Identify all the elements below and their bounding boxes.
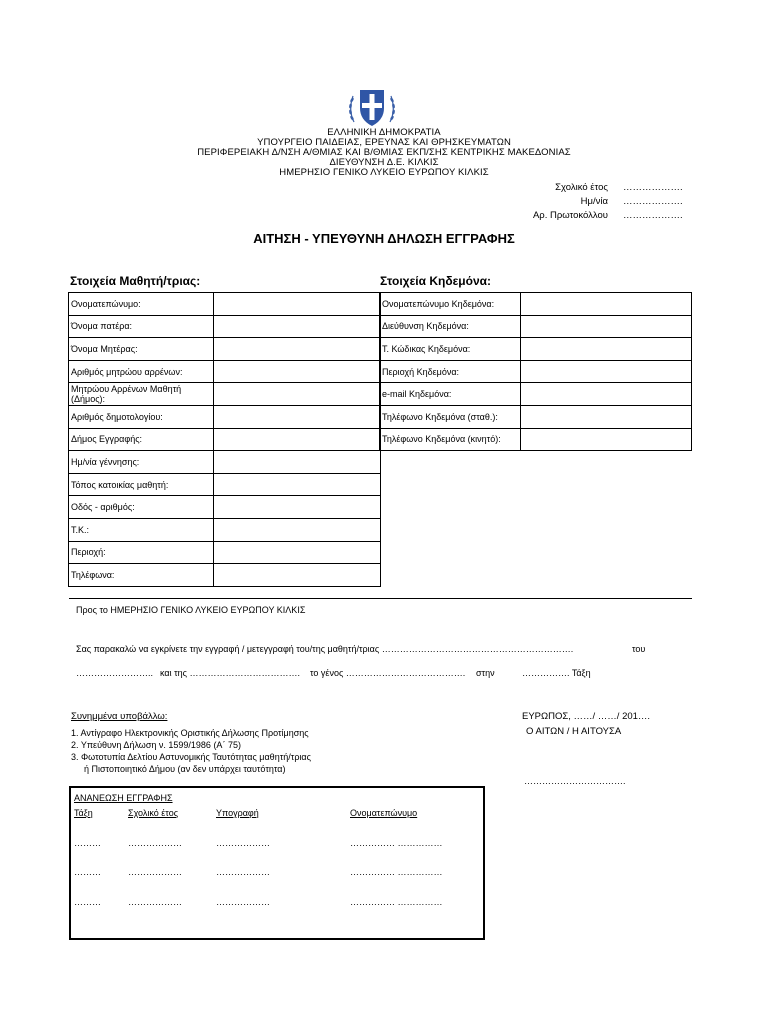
addressee-line: Προς το ΗΜΕΡΗΣΙΟ ΓΕΝΙΚΟ ΛΥΚΕΙΟ ΕΥΡΩΠΟΥ ΚΙΛΚΙΣ [76, 605, 306, 615]
renewal-signature-blank[interactable]: ……………… [216, 867, 270, 877]
phones-field[interactable] [214, 564, 381, 587]
guardian-mobile-label: Τηλέφωνο Κηδεμόνα (κινητό): [380, 428, 521, 451]
protocol-number-value: ………………. [623, 210, 683, 221]
table-row [69, 315, 381, 338]
municipal-registry-number-field[interactable] [214, 405, 381, 428]
table-row [69, 541, 381, 564]
postal-code-label: Τ.Κ.: [69, 518, 214, 541]
municipal-registry-number-label: Αριθμός δημοτολογίου: [69, 405, 214, 428]
class-prefix: στην [476, 668, 495, 678]
registration-municipality-label: Δήμος Εγγραφής: [69, 428, 214, 451]
guardian-mobile-field[interactable] [521, 428, 692, 451]
student-fullname-field[interactable] [214, 293, 381, 316]
guardian-details-table [379, 292, 692, 451]
area-field[interactable] [214, 541, 381, 564]
protocol-number-label: Αρ. Πρωτοκόλλου [532, 210, 608, 221]
table-row [380, 338, 692, 361]
table-row [380, 405, 692, 428]
renewal-fullname-blank[interactable]: …………… …………… [350, 897, 443, 907]
student-details-table [68, 292, 381, 587]
table-row [69, 360, 381, 383]
header-line-country: ΕΛΛΗΝΙΚΗ ΔΗΜΟΚΡΑΤΙΑ [327, 127, 441, 138]
street-number-field[interactable] [214, 496, 381, 519]
guardian-area-label: Περιοχή Κηδεμόνα: [380, 360, 521, 383]
street-number-label: Οδός - αριθμός: [69, 496, 214, 519]
birth-date-field[interactable] [214, 451, 381, 474]
guardian-landline-field[interactable] [521, 405, 692, 428]
date-value: ………………. [623, 196, 683, 207]
document-title: ΑΙΤΗΣΗ - ΥΠΕΥΘΥΝΗ ΔΗΛΩΣΗ ΕΓΓΡΑΦΗΣ [253, 231, 515, 246]
date-label: Ημ/νία [580, 196, 608, 207]
section-divider [69, 598, 692, 599]
request-text-end: του [632, 644, 646, 654]
guardian-area-field[interactable] [521, 360, 692, 383]
place-date-line: ΕΥΡΩΠΟΣ, ……/ ……/ 201…. [522, 711, 651, 722]
school-year-value: ………………. [623, 182, 683, 193]
renewal-class-blank[interactable]: ……… [74, 867, 101, 877]
applicant-label: Ο ΑΙΤΩΝ / Η ΑΙΤΟΥΣΑ [526, 726, 622, 737]
student-fullname-label: Ονοματεπώνυμο: [69, 293, 214, 316]
mother-name-label: Όνομα Μητέρας: [69, 338, 214, 361]
registration-municipality-field[interactable] [214, 428, 381, 451]
attachment-item: 3. Φωτοτυπία Δελτίου Αστυνομικής Ταυτότητας μαθητή/τριας [71, 752, 311, 762]
male-registry-number-label: Αριθμός μητρώου αρρένων: [69, 360, 214, 383]
renewal-col-signature: Υπογραφή [216, 808, 259, 818]
table-row [69, 564, 381, 587]
table-row [69, 518, 381, 541]
request-text: Σας παρακαλώ να εγκρίνετε την εγγραφή / μετεγγραφή του/της μαθητή/τριας ………………………………………………………. [76, 644, 574, 654]
header-line-region: ΠΕΡΙΦΕΡΕΙΑΚΗ Δ/ΝΣΗ Α/ΘΜΙΑΣ ΚΑΙ Β/ΘΜΙΑΣ ΕΚΠ/ΣΗΣ ΚΕΝΤΡΙΚΗΣ ΜΑΚΕΔΟΝΙΑΣ [197, 147, 571, 158]
renewal-year-blank[interactable]: ……………… [128, 867, 182, 877]
mother-name-field[interactable] [214, 338, 381, 361]
renewal-col-class: Τάξη [74, 808, 93, 818]
header-line-directorate: ΔΙΕΥΘΥΝΣΗ Δ.Ε. ΚΙΛΚΙΣ [329, 157, 439, 168]
phones-label: Τηλέφωνα: [69, 564, 214, 587]
guardian-section-heading: Στοιχεία Κηδεμόνα: [380, 274, 492, 288]
renewal-class-blank[interactable]: ……… [74, 838, 101, 848]
attachment-item: 2. Υπεύθυνη Δήλωση ν. 1599/1986 (Α΄ 75) [71, 740, 241, 750]
mother-fill-line: και της ………………………………. [160, 668, 300, 678]
guardian-postal-code-label: Τ. Κώδικας Κηδεμόνα: [380, 338, 521, 361]
guardian-email-field[interactable] [521, 383, 692, 406]
attachment-item: ή Πιστοποιητικό Δήμου (αν δεν υπάρχει ταυτότητα) [84, 764, 286, 774]
table-row [380, 293, 692, 316]
renewal-col-school-year: Σχολικό έτος [128, 808, 179, 818]
male-registry-municipality-label: Μητρώου Αρρένων Μαθητή (Δήμος): [69, 383, 214, 406]
renewal-col-fullname: Ονοματεπώνυμο [350, 808, 418, 818]
guardian-fullname-field[interactable] [521, 293, 692, 316]
school-year-label: Σχολικό έτος [555, 182, 608, 193]
guardian-fullname-label: Ονοματεπώνυμο Κηδεμόνα: [380, 293, 521, 316]
renewal-class-blank[interactable]: ……… [74, 897, 101, 907]
table-row [69, 473, 381, 496]
table-row [69, 451, 381, 474]
header-line-school: ΗΜΕΡΗΣΙΟ ΓΕΝΙΚΟ ΛΥΚΕΙΟ ΕΥΡΩΠΟΥ ΚΙΛΚΙΣ [279, 167, 489, 178]
father-name-label: Όνομα πατέρα: [69, 315, 214, 338]
residence-place-label: Τόπος κατοικίας μαθητή: [69, 473, 214, 496]
guardian-landline-label: Τηλέφωνο Κηδεμόνα (σταθ.): [380, 405, 521, 428]
table-row [69, 383, 381, 406]
residence-place-field[interactable] [214, 473, 381, 496]
maiden-name-fill-line: το γένος …………………………………. [310, 668, 466, 678]
guardian-postal-code-field[interactable] [521, 338, 692, 361]
father-name-field[interactable] [214, 315, 381, 338]
guardian-address-field[interactable] [521, 315, 692, 338]
renewal-fullname-blank[interactable]: …………… …………… [350, 867, 443, 877]
attachments-heading: Συνημμένα υποβάλλω: [71, 711, 168, 722]
renewal-heading: ΑΝΑΝΕΩΣΗ ΕΓΓΡΑΦΗΣ [74, 793, 173, 803]
renewal-year-blank[interactable]: ……………… [128, 897, 182, 907]
signature-line: ……………………………. [524, 776, 626, 786]
father-fill-line: …………………….. [76, 668, 154, 678]
male-registry-municipality-field[interactable] [214, 383, 381, 406]
male-registry-number-field[interactable] [214, 360, 381, 383]
header-line-ministry: ΥΠΟΥΡΓΕΙΟ ΠΑΙΔΕΙΑΣ, ΕΡΕΥΝΑΣ ΚΑΙ ΘΡΗΣΚΕΥΜΑΤΩΝ [257, 137, 511, 148]
renewal-signature-blank[interactable]: ……………… [216, 897, 270, 907]
guardian-email-label: e-mail Κηδεμόνα: [380, 383, 521, 406]
attachment-item: 1. Αντίγραφο Ηλεκτρονικής Οριστικής Δήλωσης Προτίμησης [71, 728, 309, 738]
table-row [69, 405, 381, 428]
birth-date-label: Ημ/νία γέννησης: [69, 451, 214, 474]
greek-emblem-logo [344, 86, 400, 130]
table-row [380, 315, 692, 338]
area-label: Περιοχή: [69, 541, 214, 564]
student-section-heading: Στοιχεία Μαθητή/τριας: [70, 274, 201, 288]
renewal-signature-blank[interactable]: ……………… [216, 838, 270, 848]
table-row [380, 383, 692, 406]
table-row [69, 428, 381, 451]
postal-code-field[interactable] [214, 518, 381, 541]
guardian-address-label: Διεύθυνση Κηδεμόνα: [380, 315, 521, 338]
table-row [380, 360, 692, 383]
table-row [69, 496, 381, 519]
class-fill-line: ……………. Τάξη [522, 668, 591, 678]
renewal-year-blank[interactable]: ……………… [128, 838, 182, 848]
table-row [69, 293, 381, 316]
table-row [380, 428, 692, 451]
renewal-fullname-blank[interactable]: …………… …………… [350, 838, 443, 848]
table-row [69, 338, 381, 361]
